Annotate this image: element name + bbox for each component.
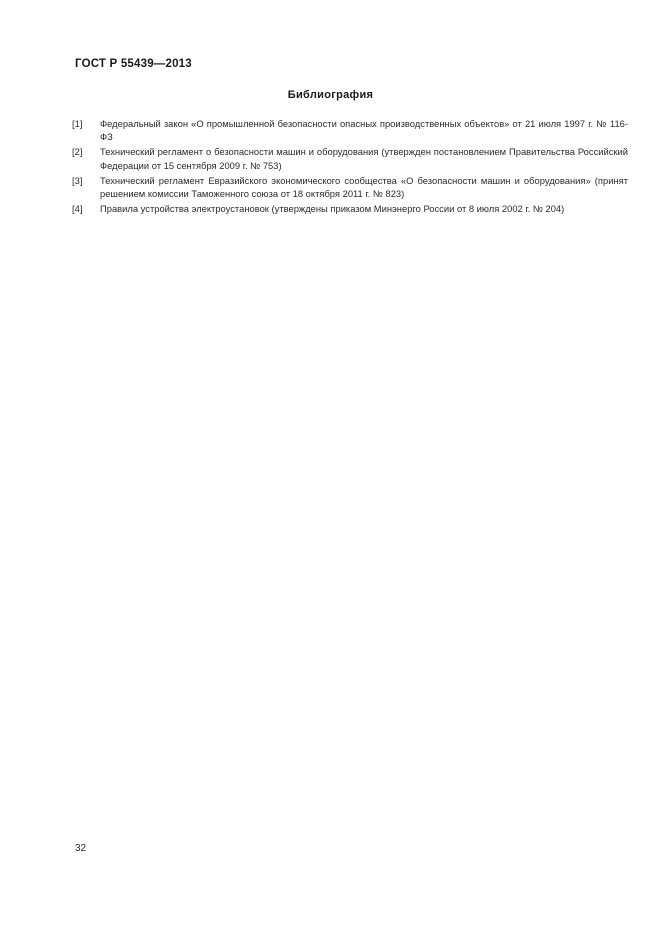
bibliography-entry-marker: [3] <box>72 174 83 186</box>
page-number: 32 <box>75 843 87 854</box>
bibliography-entry-text: Правила устройства электроустановок (утверждены приказом Минэнерго России от 8 июля 2002 г. № 204) <box>100 202 565 214</box>
bibliography-entry-text: Технический регламент Евразийского экономического сообщества «О безопасности машин и оборудования» (принят решением комиссии Таможенного союза от 18 октября 2011 г. № 823) <box>100 174 628 200</box>
bibliography-list <box>72 117 628 217</box>
section-heading-bibliography: Библиография <box>287 89 374 101</box>
bibliography-entry-marker: [4] <box>72 202 83 214</box>
bibliography-entry-text: Федеральный закон «О промышленной безопасности опасных производственных объектов» от 21 июля 1997 г. № 116-ФЗ <box>100 118 628 143</box>
bibliography-entry-marker: [1] <box>72 118 83 129</box>
bibliography-entry <box>72 145 628 172</box>
bibliography-entry <box>72 202 628 215</box>
standard-designation-header: ГОСТ Р 55439—2013 <box>75 58 192 70</box>
bibliography-entry <box>72 174 628 201</box>
bibliography-entry-marker: [2] <box>72 146 83 158</box>
bibliography-entry-text: Технический регламент о безопасности машин и оборудования (утвержден постановлением Правительства Российский Федерации от 15 сентября 2009 г. № 753) <box>100 146 628 171</box>
bibliography-entry <box>72 117 628 144</box>
